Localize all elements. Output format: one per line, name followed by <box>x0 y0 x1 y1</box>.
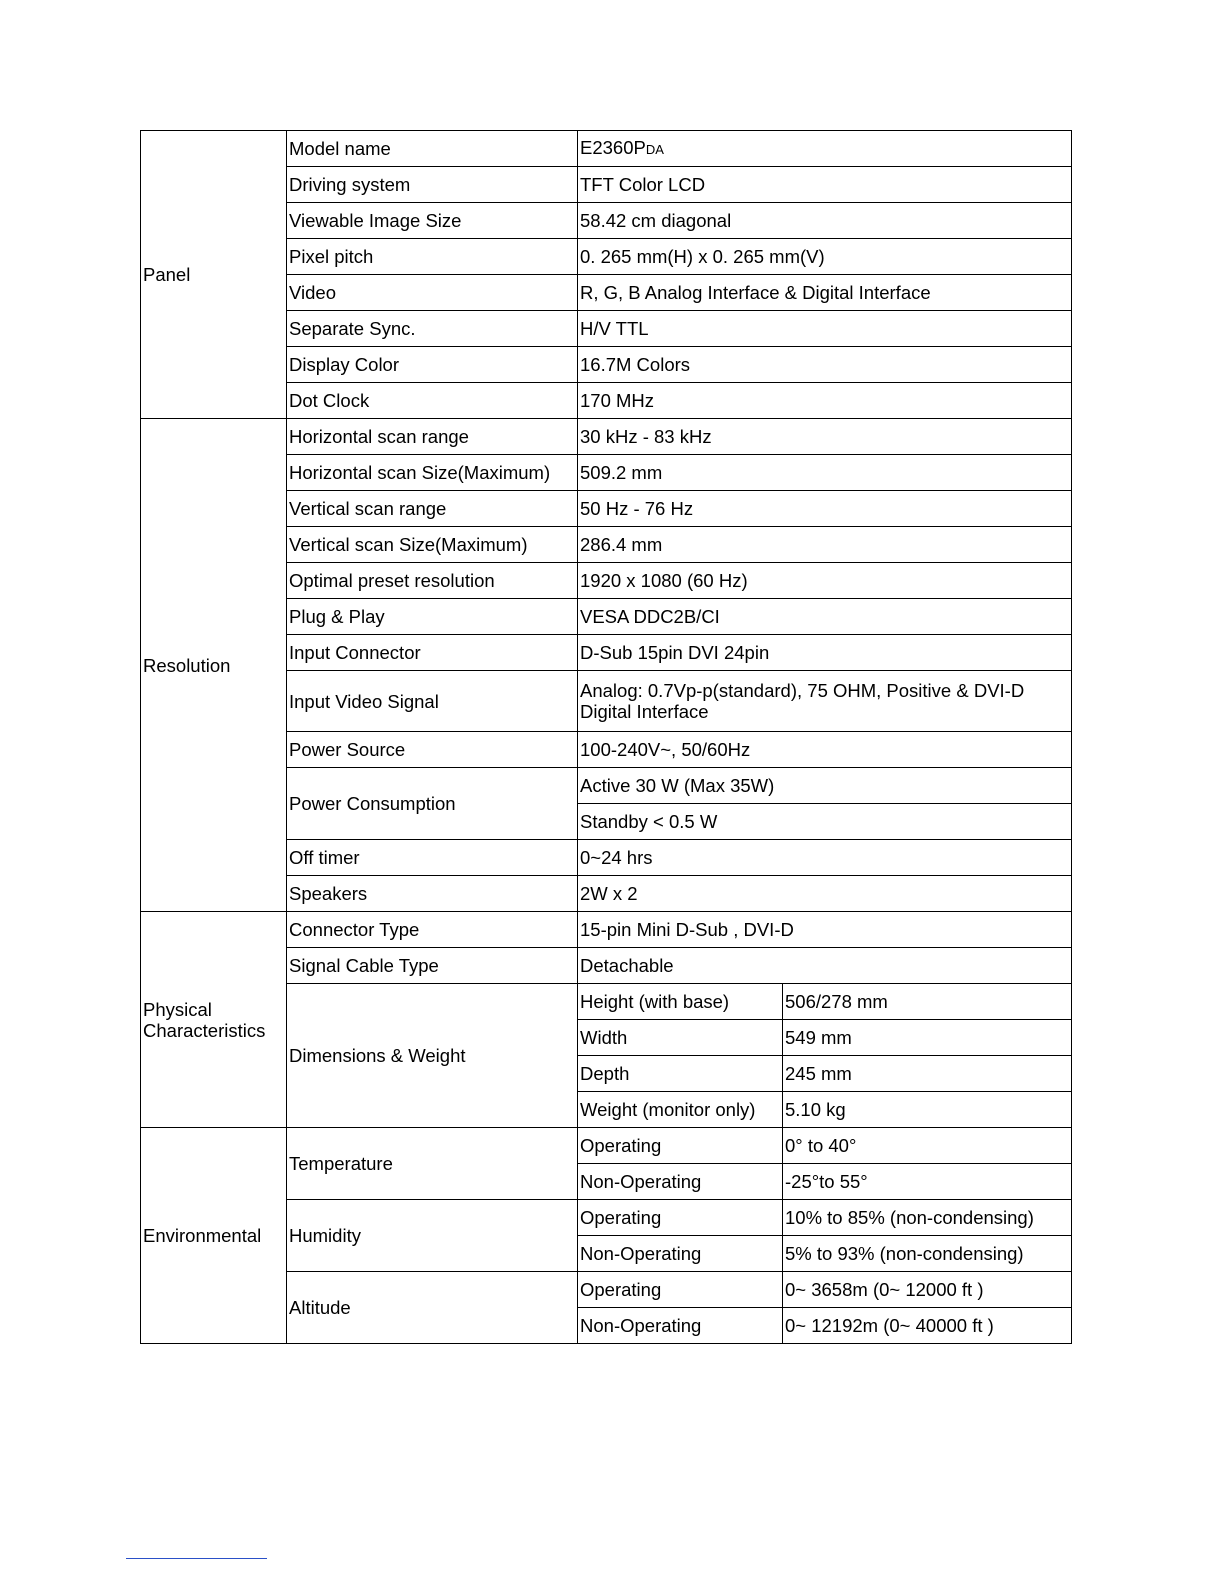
spec-value: 16.7M Colors <box>578 347 1072 383</box>
spec-label: Dimensions & Weight <box>287 984 578 1128</box>
sub-label: Weight (monitor only) <box>578 1092 783 1128</box>
spec-label: Input Connector <box>287 635 578 671</box>
sub-value: 5.10 kg <box>783 1092 1072 1128</box>
spec-label: Separate Sync. <box>287 311 578 347</box>
footnote-separator <box>126 1558 267 1559</box>
spec-value: 2W x 2 <box>578 876 1072 912</box>
spec-label: Display Color <box>287 347 578 383</box>
spec-label: Power Source <box>287 732 578 768</box>
sub-value: 0~ 3658m (0~ 12000 ft ) <box>783 1272 1072 1308</box>
spec-value: Analog: 0.7Vp-p(standard), 75 OHM, Positive & DVI-D Digital Interface <box>578 671 1072 732</box>
spec-label: Horizontal scan range <box>287 419 578 455</box>
spec-value: H/V TTL <box>578 311 1072 347</box>
spec-label: Pixel pitch <box>287 239 578 275</box>
spec-label: Humidity <box>287 1200 578 1272</box>
category-panel: Panel <box>141 131 287 419</box>
spec-value: 286.4 mm <box>578 527 1072 563</box>
sub-label: Operating <box>578 1128 783 1164</box>
sub-label: Operating <box>578 1200 783 1236</box>
spec-value: Detachable <box>578 948 1072 984</box>
spec-label: Plug & Play <box>287 599 578 635</box>
table-row <box>141 131 1072 167</box>
sub-label: Width <box>578 1020 783 1056</box>
spec-value: R, G, B Analog Interface & Digital Interface <box>578 275 1072 311</box>
spec-value: 30 kHz - 83 kHz <box>578 419 1072 455</box>
spec-label: Video <box>287 275 578 311</box>
sub-label: Depth <box>578 1056 783 1092</box>
model-name-main: E2360P <box>580 137 646 158</box>
spec-value-model <box>578 131 1072 167</box>
sub-label: Operating <box>578 1272 783 1308</box>
spec-value: 58.42 cm diagonal <box>578 203 1072 239</box>
specifications-table <box>140 130 1072 1344</box>
spec-value: Active 30 W (Max 35W) <box>578 768 1072 804</box>
table-row <box>141 419 1072 455</box>
sub-value: 5% to 93% (non-condensing) <box>783 1236 1072 1272</box>
spec-label: Connector Type <box>287 912 578 948</box>
spec-value: 100-240V~, 50/60Hz <box>578 732 1072 768</box>
spec-value: TFT Color LCD <box>578 167 1072 203</box>
spec-value: 50 Hz - 76 Hz <box>578 491 1072 527</box>
spec-value: D-Sub 15pin DVI 24pin <box>578 635 1072 671</box>
table-row <box>141 1128 1072 1164</box>
sub-value: 10% to 85% (non-condensing) <box>783 1200 1072 1236</box>
spec-value: 170 MHz <box>578 383 1072 419</box>
category-resolution: Resolution <box>141 419 287 912</box>
sub-value: 506/278 mm <box>783 984 1072 1020</box>
spec-label: Speakers <box>287 876 578 912</box>
spec-label: Power Consumption <box>287 768 578 840</box>
sub-label: Non-Operating <box>578 1164 783 1200</box>
sub-value: -25°to 55° <box>783 1164 1072 1200</box>
spec-value: Standby < 0.5 W <box>578 804 1072 840</box>
spec-value: 1920 x 1080 (60 Hz) <box>578 563 1072 599</box>
model-name-suffix: DA <box>645 142 664 157</box>
table-row <box>141 912 1072 948</box>
sub-label: Non-Operating <box>578 1308 783 1344</box>
spec-label: Vertical scan Size(Maximum) <box>287 527 578 563</box>
spec-label: Optimal preset resolution <box>287 563 578 599</box>
spec-label: Model name <box>287 131 578 167</box>
category-physical: Physical Characteristics <box>141 912 287 1128</box>
spec-value: 509.2 mm <box>578 455 1072 491</box>
spec-value: VESA DDC2B/CI <box>578 599 1072 635</box>
sub-value: 0~ 12192m (0~ 40000 ft ) <box>783 1308 1072 1344</box>
sub-value: 245 mm <box>783 1056 1072 1092</box>
spec-label: Dot Clock <box>287 383 578 419</box>
sub-label: Non-Operating <box>578 1236 783 1272</box>
spec-label: Off timer <box>287 840 578 876</box>
spec-label: Horizontal scan Size(Maximum) <box>287 455 578 491</box>
spec-label: Viewable Image Size <box>287 203 578 239</box>
spec-label: Vertical scan range <box>287 491 578 527</box>
category-environmental: Environmental <box>141 1128 287 1344</box>
sub-label: Height (with base) <box>578 984 783 1020</box>
sub-value: 549 mm <box>783 1020 1072 1056</box>
spec-label: Temperature <box>287 1128 578 1200</box>
spec-value: 0. 265 mm(H) x 0. 265 mm(V) <box>578 239 1072 275</box>
spec-label: Altitude <box>287 1272 578 1344</box>
sub-value: 0° to 40° <box>783 1128 1072 1164</box>
spec-label: Signal Cable Type <box>287 948 578 984</box>
spec-label: Input Video Signal <box>287 671 578 732</box>
spec-value: 0~24 hrs <box>578 840 1072 876</box>
spec-label: Driving system <box>287 167 578 203</box>
spec-value: 15-pin Mini D-Sub , DVI-D <box>578 912 1072 948</box>
